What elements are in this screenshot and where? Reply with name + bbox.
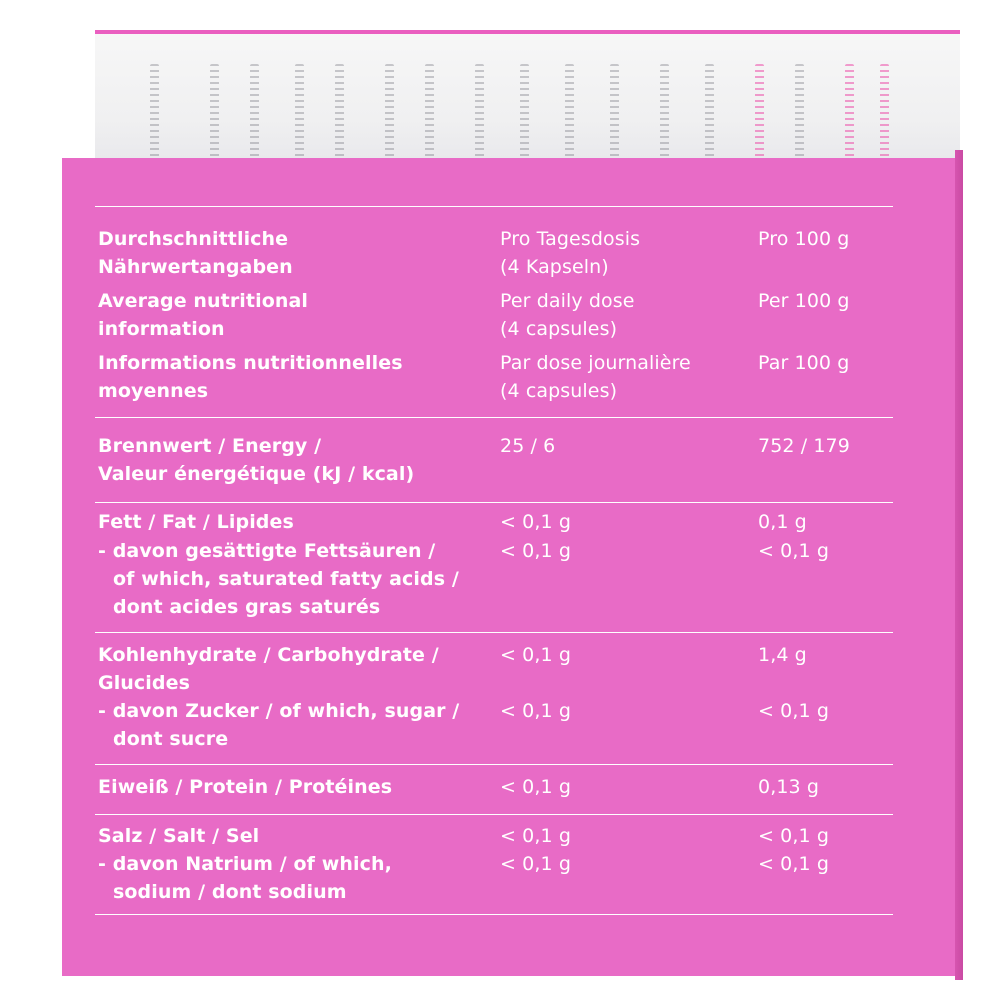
header-label-fr: Informations nutritionnelles moyennes <box>98 352 403 402</box>
faint-text-column <box>335 64 344 158</box>
salt-sub-dose: < 0,1 g <box>500 853 571 875</box>
faint-text-column <box>565 64 574 158</box>
table-rule <box>95 632 893 633</box>
header-label-de: Durchschnittliche Nährwertangaben <box>98 228 293 278</box>
header-label-en: Average nutritional information <box>98 290 309 340</box>
salt-dose: < 0,1 g <box>500 825 571 847</box>
top-pink-strip <box>95 30 960 34</box>
protein-per100: 0,13 g <box>758 776 820 798</box>
salt-sub-per100: < 0,1 g <box>758 853 829 875</box>
protein-dose: < 0,1 g <box>500 776 571 798</box>
protein-label: Eiweiß / Protein / Protéines <box>98 776 393 798</box>
fat-sub-per100: < 0,1 g <box>758 540 829 562</box>
faint-text-column-pink <box>880 64 889 158</box>
carbs-label: Kohlenhydrate / Carbohydrate / Glucides <box>98 644 439 694</box>
faint-text-column <box>295 64 304 158</box>
fat-per100: 0,1 g <box>758 511 807 533</box>
table-rule <box>95 502 893 503</box>
header-per100-fr: Par 100 g <box>758 352 850 374</box>
salt-label: Salz / Salt / Sel <box>98 825 260 847</box>
fat-label: Fett / Fat / Lipides <box>98 511 294 533</box>
fat-dose: < 0,1 g <box>500 511 571 533</box>
fat-sub-label: - davon gesättigte Fettsäuren / of which, saturated fatty acids / dont acides gras saturés <box>98 540 459 618</box>
box-side-edge <box>955 150 963 980</box>
faint-text-column <box>660 64 669 158</box>
table-rule <box>95 417 893 418</box>
fat-sub-dose: < 0,1 g <box>500 540 571 562</box>
header-dose-en: Per daily dose (4 capsules) <box>500 290 635 340</box>
faint-text-column <box>795 64 804 158</box>
salt-sub-label: - davon Natrium / of which, sodium / dont sodium <box>98 853 392 903</box>
faint-text-column-pink <box>755 64 764 158</box>
energy-label: Brennwert / Energy / Valeur énergétique (kJ / kcal) <box>98 435 415 485</box>
table-rule-bottom <box>95 914 893 915</box>
table-rule <box>95 764 893 765</box>
faint-text-column <box>705 64 714 158</box>
header-per100-de: Pro 100 g <box>758 228 850 250</box>
header-dose-de: Pro Tagesdosis (4 Kapseln) <box>500 228 641 278</box>
carbs-per100: 1,4 g <box>758 644 807 666</box>
energy-per100: 752 / 179 <box>758 435 850 457</box>
carbs-sub-per100: < 0,1 g <box>758 700 829 722</box>
faint-text-column-pink <box>845 64 854 158</box>
carbs-sub-dose: < 0,1 g <box>500 700 571 722</box>
faint-text-column <box>385 64 394 158</box>
header-per100-en: Per 100 g <box>758 290 850 312</box>
table-rule <box>95 814 893 815</box>
header-dose-fr: Par dose journalière (4 capsules) <box>500 352 691 402</box>
energy-dose: 25 / 6 <box>500 435 556 457</box>
faint-text-column <box>425 64 434 158</box>
carbs-dose: < 0,1 g <box>500 644 571 666</box>
faint-text-column <box>150 64 159 158</box>
table-rule-top <box>95 206 893 207</box>
carbs-sub-label: - davon Zucker / of which, sugar / dont sucre <box>98 700 460 750</box>
faint-text-column <box>610 64 619 158</box>
faint-text-column <box>210 64 219 158</box>
salt-per100: < 0,1 g <box>758 825 829 847</box>
faint-text-column <box>250 64 259 158</box>
box-top-face <box>95 30 960 158</box>
faint-text-column <box>475 64 484 158</box>
faint-text-column <box>520 64 529 158</box>
